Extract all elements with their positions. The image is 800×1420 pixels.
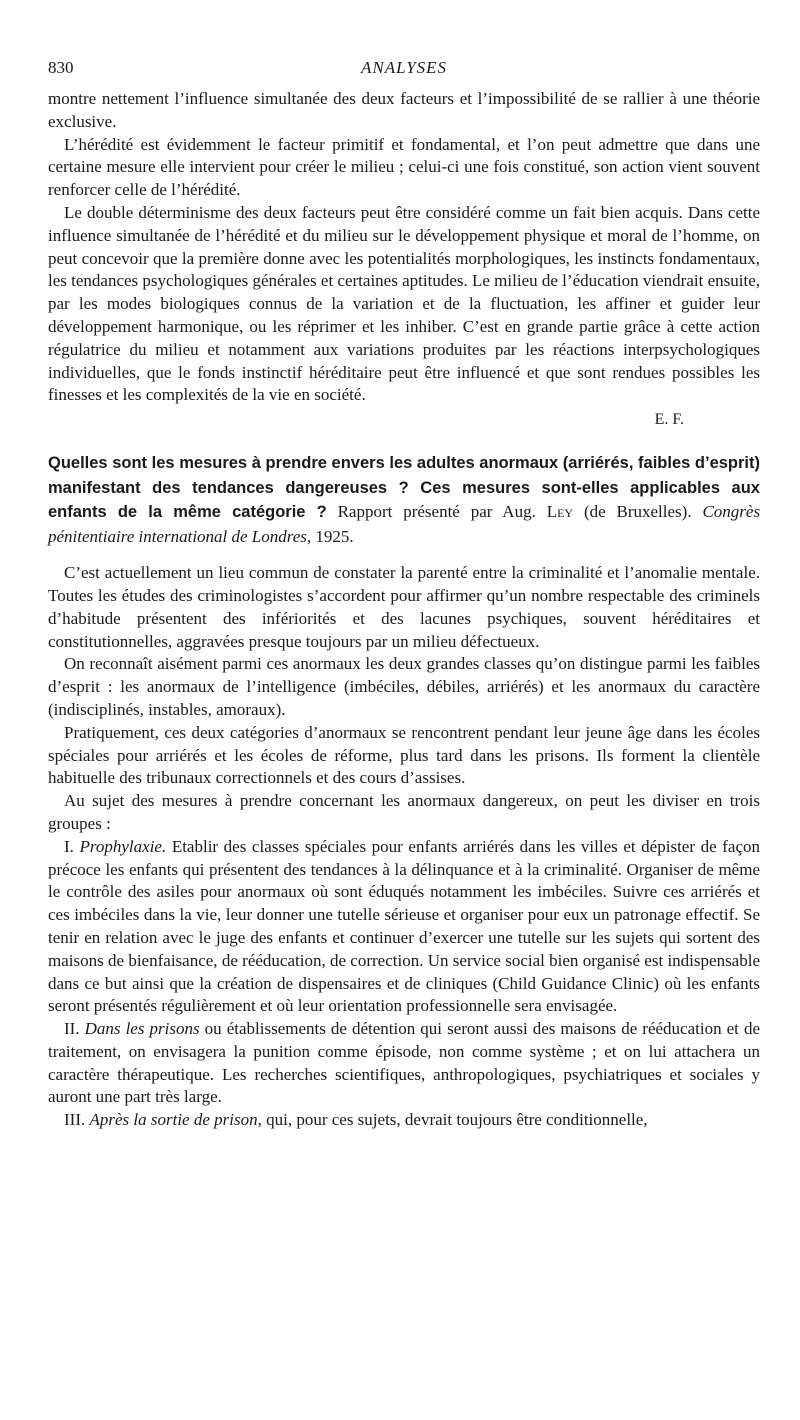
body-paragraph: On reconnaît aisément parmi ces anormaux les deux grandes classes qu’on distingue parmi les faibles d’esprit : les anormaux de l’intelligence (imbéciles, débiles, arriérés) et les anormaux du caractère (indisciplinés, instables, amoraux). (48, 654, 760, 719)
author-name: Ley (546, 502, 574, 522)
page (48, 58, 760, 1132)
item-lead: Dans les prisons (84, 1019, 200, 1039)
running-title: ANALYSES (360, 58, 448, 77)
body-paragraph: Pratiquement, ces deux catégories d’anormaux se rencontrent pendant leur jeune âge dans les écoles spéciales pour arriérés et les écoles de réforme, plus tard dans les prisons. Ils forment la clientèle habituelle des tribunaux correctionnels et des cours d’assises. (48, 722, 760, 788)
author-place: (de Bruxelles). (583, 502, 692, 522)
article-heading (48, 451, 760, 548)
source-title: Congrès pénitentiaire international de Londres, (48, 502, 761, 546)
item-text: qui, pour ces sujets, devrait toujours être conditionnelle, (266, 1110, 648, 1130)
item-lead: Prophylaxie. (79, 836, 167, 856)
numbered-item (48, 1109, 760, 1132)
author-signature: E. F. (654, 411, 684, 429)
running-head (48, 58, 760, 84)
article-body (48, 562, 760, 1132)
article-title: Quelles sont les mesures à prendre envers les adultes anormaux (arriérés, faibles d’esprit) manifestant des tendances dangereuses ? Ces mesures sont-elles applicables aux enfants de la même catégorie ? (48, 454, 760, 522)
previous-paragraph: L’hérédité est évidemment le facteur primitif et fondamental, et l’on peut admettre que dans une certaine mesure elle intervient pour créer le milieu ; celui-ci une fois constitué, son action vient souvent renforcer celle de l’hérédité. (48, 134, 760, 200)
item-text: ou établissements de détention qui seront aussi des maisons de rééducation et de traitement, on envisagera la punition comme épisode, non comme système ; et on lui attachera un caractère thérapeutique. Les recherches scientifiques, anthropologiques, psychiatriques et sociales y auront une part très large. (48, 1019, 761, 1107)
previous-paragraph: Le double déterminisme des deux facteurs peut être considéré comme un fait bien acquis. Dans cette influence simultanée de l’hérédité et du milieu sur le développement physique et moral de l’homme, on peut concevoir que la première donne avec les potentialités morphologiques, les instincts fondamentaux, les tendances psychologiques générales et certaines aptitudes. Le milieu de l’éducation viendrait ensuite, par les modes biologiques connus de la variation et de la fluctuation, les affiner et guider leur développement harmonique, ou les réprimer et les inhiber. C’est en grande partie grâce à cette action régulatrice du milieu et notamment aux variations produites par les réactions interpsychologiques individuelles, que le fonds instinctif héréditaire peut être influencé et que sont rendues possibles les finesses et les complexités de la vie en société. (48, 202, 760, 405)
item-numeral: II. (64, 1019, 80, 1039)
report-prefix: Rapport présenté par Aug. (337, 502, 536, 522)
item-numeral: I. (64, 836, 74, 856)
body-paragraph: Au sujet des mesures à prendre concernant les anormaux dangereux, on peut les diviser en trois groupes : (48, 791, 760, 833)
page-number: 830 (48, 58, 74, 77)
body-paragraph: C’est actuellement un lieu commun de constater la parenté entre la criminalité et l’anomalie mentale. Toutes les études des criminologistes s’accordent pour affirmer qu’un nombre respectable des criminels d’habitude présentent des infériorités et des lacunes psychiques, souvent héréditaires et constitutionnelles, aggravées presque toujours par un milieu défectueux. (48, 563, 760, 651)
item-lead: Après la sortie de prison, (89, 1110, 262, 1130)
item-numeral: III. (64, 1110, 86, 1130)
previous-paragraph: montre nettement l’influence simultanée des deux facteurs et l’impossibilité de se rallier à une théorie exclusive. (48, 89, 760, 131)
item-text: Etablir des classes spéciales pour enfants arriérés dans les villes et dépister de façon précoce les enfants qui présentent des tendances à la délinquance et à la criminalité. Organiser de même le contrôle des asiles pour anormaux où sont éduqués notamment les imbéciles. Suivre ces arriérés et ces imbéciles dans la vie, leur donner une tutelle sérieuse et organiser pour eux un patronage effectif. Se tenir en relation avec le juge des enfants et continuer d’exercer une tutelle sur les sujets qui sortent des maisons de bienfaisance, de rééducation, de correction. Un service social bien organisé est indispensable dans ce but ainsi que la création de dispensaires et de cliniques (Child Guidance Clinic) où les enfants seront présentés régulièrement et où leur orientation professionnelle sera envisagée. (48, 836, 760, 1016)
numbered-item (48, 836, 760, 1018)
numbered-item (48, 1018, 760, 1109)
previous-article (48, 88, 760, 431)
source-year: 1925. (315, 526, 354, 546)
